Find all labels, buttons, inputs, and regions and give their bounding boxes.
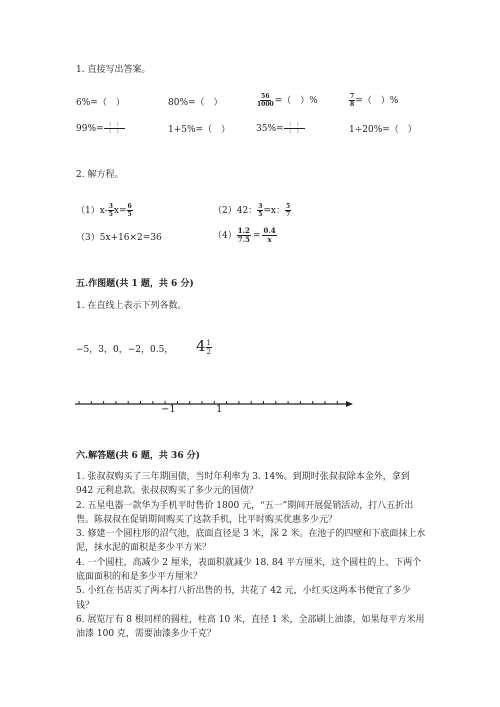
fraction-numerator: 56 bbox=[261, 93, 270, 100]
problem-3: 3. 修建一个圆柱形的沼气池，底面直径是 3 米，深 2 米。在池子的四壁和下底面抹上水泥，抹水泥的面积是多少平方米？ bbox=[76, 529, 426, 554]
equation-1-label: （1）x- bbox=[76, 206, 108, 216]
number-list: −5，3，0，−2，0.5， bbox=[76, 345, 174, 355]
problem-4: 4. 一个圆柱，高减少 2 厘米，表面积就减少 18. 84 平方厘米，这个圆柱的上、下两个底面面积的和是多少平方厘米？ bbox=[76, 557, 422, 583]
fraction-denominator: x bbox=[267, 235, 272, 244]
equation-2 bbox=[213, 203, 291, 218]
mixed-number-whole: 4 bbox=[196, 337, 206, 355]
fraction-numerator: 0.4 bbox=[263, 226, 276, 235]
fraction-denominator: 5 bbox=[108, 211, 113, 218]
equation-4 bbox=[213, 227, 277, 244]
q1-item-7-pre: 35%= bbox=[256, 124, 284, 134]
fraction-numerator: 6 bbox=[127, 203, 132, 210]
fraction-denominator: 7 bbox=[286, 211, 291, 218]
equation-1-mid: x= bbox=[113, 206, 127, 216]
problem-5: 5. 小红在书店买了两本打八折出售的书，共花了 42 元，小红买这两本书便宜了多少钱？ bbox=[76, 586, 411, 611]
problem-6: 6. 展览厅有 8 根同样的圆柱，柱高 10 米，直径 1 米，全部刷上油漆，如果每平方米用油漆 100 克，需要油漆多少千克？ bbox=[76, 614, 425, 640]
q1-item-3-rest: =（ ）% bbox=[274, 96, 318, 106]
mixed-number bbox=[196, 337, 212, 356]
equation-2-mid: =x： bbox=[263, 206, 285, 216]
fraction-denominator: 8 bbox=[350, 101, 355, 108]
fraction-numerator: 3 bbox=[108, 203, 113, 210]
section-5-heading: 五.作图题(共 1 题，共 6 分) bbox=[76, 279, 194, 289]
fraction-numerator: （ ） bbox=[284, 122, 305, 129]
fraction-numerator: （ ） bbox=[104, 122, 125, 129]
fraction-denominator: 2 bbox=[206, 347, 212, 356]
number-line-arrow-icon bbox=[346, 401, 353, 407]
problem-list bbox=[76, 470, 428, 642]
fraction-numerator: 7 bbox=[350, 93, 355, 100]
fraction-denominator: 1000 bbox=[257, 101, 274, 108]
fraction-numerator: 1.2 bbox=[237, 226, 250, 235]
fraction-denominator: （ ） bbox=[106, 129, 122, 135]
fraction-denominator: 7.5 bbox=[237, 235, 250, 244]
fraction-denominator: 5 bbox=[127, 211, 132, 218]
problem-1: 1. 张叔叔购买了三年期国债，当时年利率为 3. 14%。到期时张叔叔除本金外，拿到 942 元利息款。张叔叔购买了多少元的国债？ bbox=[76, 472, 410, 497]
q1-item-4-rest: =（ ）% bbox=[355, 96, 399, 106]
q1-item-4 bbox=[349, 93, 398, 108]
fraction-denominator: 5 bbox=[258, 211, 263, 218]
equation-1 bbox=[76, 203, 133, 218]
equation-4-label: （4） bbox=[213, 231, 237, 241]
q1-item-8: 1÷20%=（ ） bbox=[349, 125, 417, 135]
fraction-numerator: 3 bbox=[258, 203, 263, 210]
equation-4-mid: = bbox=[252, 231, 261, 241]
section-6-heading: 六.解答题(共 6 题，共 36 分) bbox=[76, 451, 200, 461]
q1-item-7 bbox=[256, 122, 305, 135]
tick-label-1: 1 bbox=[216, 404, 223, 415]
q1-item-6: 1+5%=（ ） bbox=[168, 125, 231, 135]
q1-item-5-pre: 99%= bbox=[76, 124, 104, 134]
section-5-question: 1. 在直线上表示下列各数。 bbox=[76, 301, 187, 311]
tick-label-neg1: −1 bbox=[161, 404, 176, 415]
equation-3: （3）5x+16×2=36 bbox=[76, 233, 162, 243]
q2-title: 2. 解方程。 bbox=[76, 170, 124, 180]
q1-item-1: 6%=（ ） bbox=[76, 98, 125, 108]
fraction-numerator: 1 bbox=[206, 338, 212, 347]
q1-item-2: 80%=（ ） bbox=[168, 98, 223, 108]
problem-2: 2. 五星电器一款华为手机平时售价 1800 元，“五一”期间开展促销活动，打八五折出售。陈叔叔在促销期间购买了这款手机，比平时购买优惠多少元？ bbox=[76, 500, 414, 525]
fraction-denominator: （ ） bbox=[286, 129, 302, 135]
fraction-numerator: 5 bbox=[286, 203, 291, 210]
q1-title: 1. 直接写出答案。 bbox=[76, 65, 151, 75]
number-line bbox=[70, 394, 355, 424]
equation-2-label: （2）42： bbox=[213, 206, 258, 216]
q1-item-5 bbox=[76, 122, 125, 135]
q1-item-3 bbox=[256, 93, 318, 108]
